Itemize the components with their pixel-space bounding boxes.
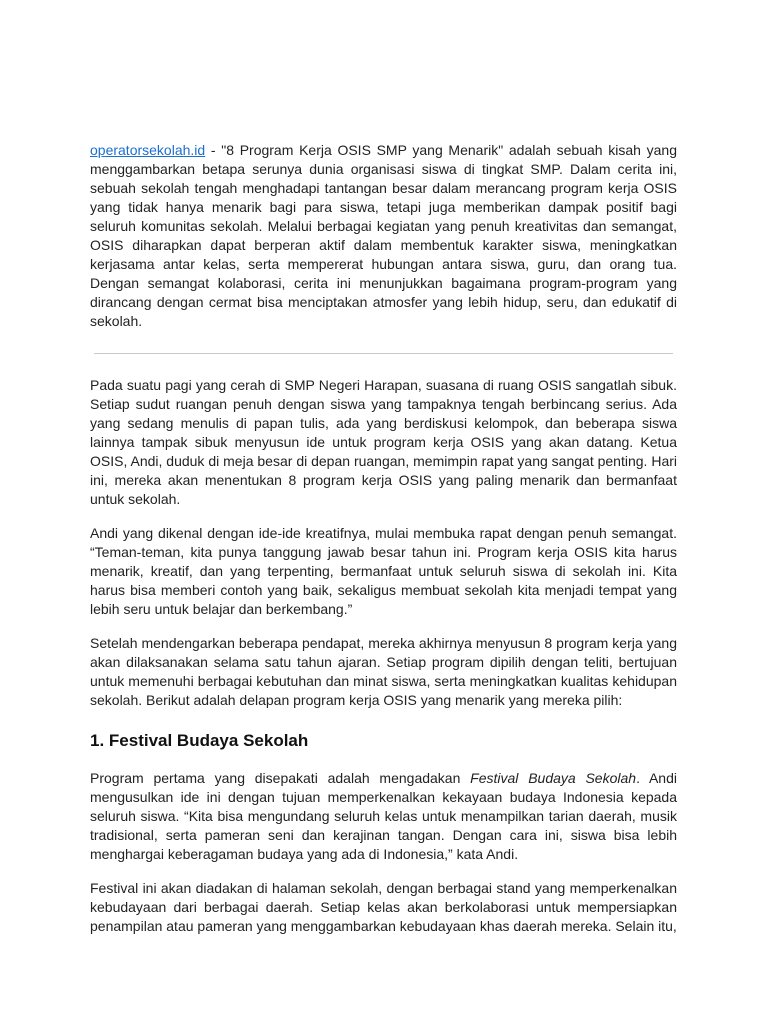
source-link[interactable]: operatorsekolah.id: [90, 142, 206, 158]
story-paragraph-2: Andi yang dikenal dengan ide-ide kreatifnya, mulai membuka rapat dengan penuh semangat. “Teman-teman, kita punya tanggung jawab besar tahun ini. Program kerja OSIS kita harus menarik, kreatif, dan yang terpenting, bermanfaat untuk seluruh siswa di sekolah ini. Kita harus bisa memberi contoh yang baik, sekaligus membuat sekolah kita menjadi tempat yang lebih seru untuk belajar dan berkembang.”: [90, 525, 677, 617]
intro-paragraph: [90, 141, 677, 331]
section-heading-festival: 1. Festival Budaya Sekolah: [90, 731, 309, 750]
article-body: [90, 141, 677, 951]
story-paragraph-1: Pada suatu pagi yang cerah di SMP Negeri Harapan, suasana di ruang OSIS sangatlah sibuk. Setiap sudut ruangan penuh dengan siswa yang tampaknya tengah berbincang serius. Ada yang sedang menulis di papan tulis, ada yang berdiskusi kelompok, dan beberapa siswa lainnya tampak sibuk menyusun ide untuk program kerja OSIS yang akan datang. Ketua OSIS, Andi, duduk di meja besar di depan ruangan, memimpin rapat yang sangat penting. Hari ini, mereka akan menentukan 8 program kerja OSIS yang paling menarik dan bermanfaat untuk sekolah.: [90, 377, 677, 507]
festival-paragraph-2: Festival ini akan diadakan di halaman sekolah, dengan berbagai stand yang memperkenalkan kebudayaan dari berbagai daerah. Setiap kelas akan berkolaborasi untuk mempersiapkan penampilan atau pameran yang menggambarkan kebudayaan khas daerah mereka. Selain itu,: [90, 880, 677, 934]
story-paragraph-3: Setelah mendengarkan beberapa pendapat, mereka akhirnya menyusun 8 program kerja yang akan dilaksanakan selama satu tahun ajaran. Setiap program dipilih dengan teliti, bertujuan untuk memenuhi berbagai kebutuhan dan minat siswa, serta meningkatkan kualitas kehidupan sekolah. Berikut adalah delapan program kerja OSIS yang menarik yang mereka pilih:: [90, 635, 677, 708]
intro-text: - "8 Program Kerja OSIS SMP yang Menarik" adalah sebuah kisah yang menggambarkan betapa serunya dunia organisasi siswa di tingkat SMP. Dalam cerita ini, sebuah sekolah tengah menghadapi tantangan besar dalam merancang program kerja OSIS yang tidak hanya menarik bagi para siswa, tetapi juga memberikan dampak positif bagi seluruh komunitas sekolah. Melalui berbagai kegiatan yang penuh kreativitas dan semangat, OSIS diharapkan dapat berperan aktif dalam membentuk karakter siswa, meningkatkan kerjasama antar kelas, serta mempererat hubungan antara siswa, guru, dan orang tua. Dengan semangat kolaborasi, cerita ini menunjukkan bagaimana program-program yang dirancang dengan cermat bisa menciptakan atmosfer yang lebih hidup, seru, dan edukatif di sekolah.: [90, 142, 677, 329]
section-divider: [94, 353, 673, 354]
festival-name-italic: Festival Budaya Sekolah: [470, 770, 637, 786]
festival-paragraph-1: Program pertama yang disepakati adalah mengadakan Festival Budaya Sekolah. Andi mengusulkan ide ini dengan tujuan memperkenalkan kekayaan budaya Indonesia kepada seluruh siswa. “Kita bisa mengundang seluruh kelas untuk menampilkan tarian daerah, musik tradisional, serta pameran seni dan kerajinan tangan. Dengan cara ini, siswa bisa lebih menghargai keberagaman budaya yang ada di Indonesia,” kata Andi.: [90, 770, 677, 862]
